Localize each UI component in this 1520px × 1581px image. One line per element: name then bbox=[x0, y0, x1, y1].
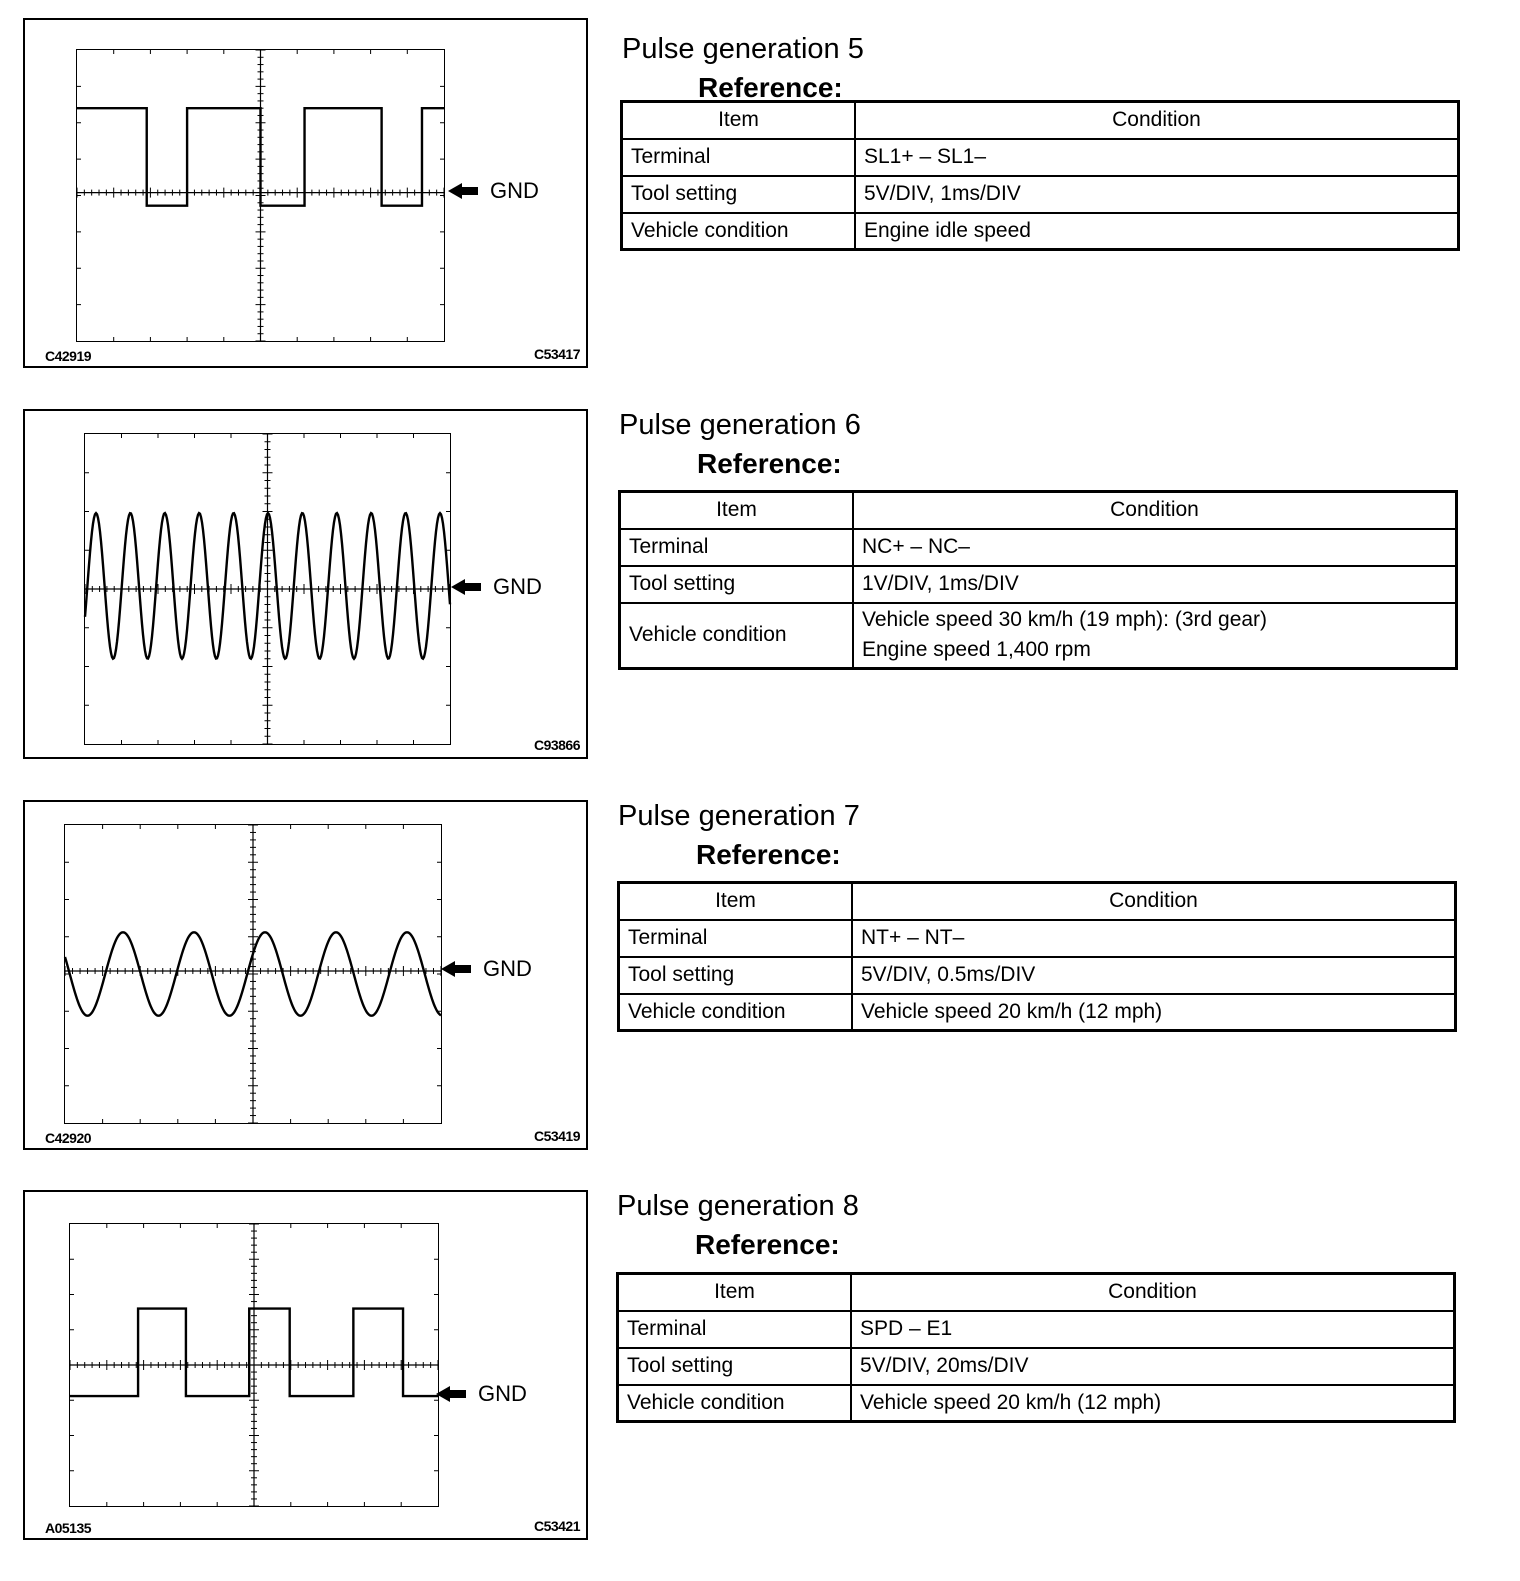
figure-code-right: C53417 bbox=[533, 346, 580, 362]
section-title: Pulse generation 6 bbox=[619, 409, 861, 441]
table-row bbox=[618, 1348, 1455, 1385]
condition-cell bbox=[852, 994, 1456, 1031]
condition-cell bbox=[853, 603, 1457, 669]
table-row bbox=[620, 603, 1457, 669]
reference-heading: Reference: bbox=[695, 1229, 840, 1260]
oscilloscope-figure bbox=[23, 1190, 588, 1540]
figure-code-left: A05135 bbox=[45, 1520, 92, 1536]
table-row bbox=[619, 920, 1456, 957]
condition-line: 5V/DIV, 20ms/DIV bbox=[860, 1354, 1029, 1377]
table-header-row bbox=[620, 492, 1457, 529]
condition-cell bbox=[851, 1348, 1455, 1385]
figure-code-right: C53419 bbox=[533, 1128, 580, 1144]
item-cell: Vehicle condition bbox=[619, 994, 853, 1031]
item-cell: Tool setting bbox=[619, 957, 853, 994]
condition-cell bbox=[851, 1385, 1455, 1422]
table-row bbox=[622, 139, 1459, 176]
condition-cell bbox=[851, 1311, 1455, 1348]
condition-line: SPD – E1 bbox=[860, 1317, 953, 1340]
scope-screen bbox=[84, 433, 451, 745]
scope-screen bbox=[76, 49, 445, 342]
pulse-section bbox=[0, 409, 1520, 800]
pulse-section bbox=[0, 18, 1520, 409]
item-cell: Vehicle condition bbox=[618, 1385, 852, 1422]
figure-code-right: C53421 bbox=[533, 1518, 580, 1534]
condition-cell bbox=[855, 139, 1459, 176]
condition-line: NC+ – NC– bbox=[862, 535, 970, 558]
reference-heading: Reference: bbox=[697, 448, 842, 479]
figure-code-right: C93866 bbox=[533, 737, 580, 753]
condition-line: NT+ – NT– bbox=[861, 926, 965, 949]
section-title: Pulse generation 8 bbox=[617, 1190, 859, 1222]
item-cell: Terminal bbox=[622, 139, 856, 176]
item-cell: Tool setting bbox=[618, 1348, 852, 1385]
figure-code-left: C42919 bbox=[45, 348, 92, 364]
condition-cell bbox=[853, 566, 1457, 603]
arrow-left-icon bbox=[436, 1386, 466, 1402]
condition-cell bbox=[855, 213, 1459, 250]
condition-line: 5V/DIV, 1ms/DIV bbox=[864, 182, 1021, 205]
gnd-marker bbox=[441, 956, 532, 982]
waveform-plot bbox=[70, 1224, 438, 1506]
item-cell: Vehicle condition bbox=[622, 213, 856, 250]
gnd-marker bbox=[448, 178, 539, 204]
table-row bbox=[622, 213, 1459, 250]
reference-table bbox=[616, 1272, 1456, 1423]
condition-line: Engine speed 1,400 rpm bbox=[862, 638, 1091, 662]
column-header: Item bbox=[618, 1274, 852, 1311]
gnd-label: GND bbox=[478, 1381, 527, 1407]
gnd-label: GND bbox=[483, 956, 532, 982]
arrow-left-icon bbox=[448, 183, 478, 199]
item-cell: Vehicle condition bbox=[620, 603, 854, 669]
table-row bbox=[622, 176, 1459, 213]
item-cell: Tool setting bbox=[622, 176, 856, 213]
table-row bbox=[618, 1385, 1455, 1422]
condition-line: Vehicle speed 20 km/h (12 mph) bbox=[860, 1390, 1162, 1414]
section-title: Pulse generation 5 bbox=[622, 33, 864, 65]
condition-line: SL1+ – SL1– bbox=[864, 145, 987, 168]
scope-screen bbox=[69, 1223, 439, 1507]
item-cell: Terminal bbox=[620, 529, 854, 566]
column-header: Item bbox=[620, 492, 854, 529]
reference-table bbox=[617, 881, 1457, 1032]
section-title: Pulse generation 7 bbox=[618, 800, 860, 832]
column-header: Condition bbox=[852, 883, 1456, 920]
arrow-left-icon bbox=[451, 579, 481, 595]
table-row bbox=[620, 529, 1457, 566]
table-row bbox=[620, 566, 1457, 603]
condition-cell bbox=[855, 176, 1459, 213]
gnd-marker bbox=[436, 1381, 527, 1407]
condition-line: Vehicle speed 30 km/h (19 mph): (3rd gear) bbox=[862, 608, 1268, 632]
condition-line: Engine idle speed bbox=[864, 218, 1031, 242]
table-row bbox=[618, 1311, 1455, 1348]
pulse-section bbox=[0, 1190, 1520, 1581]
column-header: Condition bbox=[855, 102, 1459, 139]
condition-line: 5V/DIV, 0.5ms/DIV bbox=[861, 963, 1036, 986]
column-header: Item bbox=[622, 102, 856, 139]
reference-heading: Reference: bbox=[696, 839, 841, 870]
gnd-marker bbox=[451, 574, 542, 600]
pulse-section bbox=[0, 800, 1520, 1191]
condition-cell bbox=[852, 920, 1456, 957]
reference-heading: Reference: bbox=[698, 72, 843, 103]
table-header-row bbox=[622, 102, 1459, 139]
condition-cell bbox=[853, 529, 1457, 566]
condition-cell bbox=[852, 957, 1456, 994]
gnd-label: GND bbox=[493, 574, 542, 599]
condition-line: Vehicle speed 20 km/h (12 mph) bbox=[861, 999, 1163, 1023]
column-header: Condition bbox=[851, 1274, 1455, 1311]
reference-table bbox=[618, 490, 1458, 670]
arrow-left-icon bbox=[441, 961, 471, 977]
item-cell: Tool setting bbox=[620, 566, 854, 603]
table-row bbox=[619, 957, 1456, 994]
item-cell: Terminal bbox=[618, 1311, 852, 1348]
waveform-plot bbox=[85, 434, 450, 744]
waveform-plot bbox=[77, 50, 444, 341]
scope-screen bbox=[64, 824, 442, 1124]
signal-waveform bbox=[77, 108, 444, 205]
waveform-plot bbox=[65, 825, 441, 1123]
gnd-label: GND bbox=[490, 177, 539, 203]
table-row bbox=[619, 994, 1456, 1031]
column-header: Item bbox=[619, 883, 853, 920]
reference-table bbox=[620, 100, 1460, 251]
item-cell: Terminal bbox=[619, 920, 853, 957]
table-header-row bbox=[619, 883, 1456, 920]
condition-line: 1V/DIV, 1ms/DIV bbox=[862, 572, 1019, 595]
figure-code-left: C42920 bbox=[45, 1130, 92, 1146]
table-header-row bbox=[618, 1274, 1455, 1311]
column-header: Condition bbox=[853, 492, 1457, 529]
